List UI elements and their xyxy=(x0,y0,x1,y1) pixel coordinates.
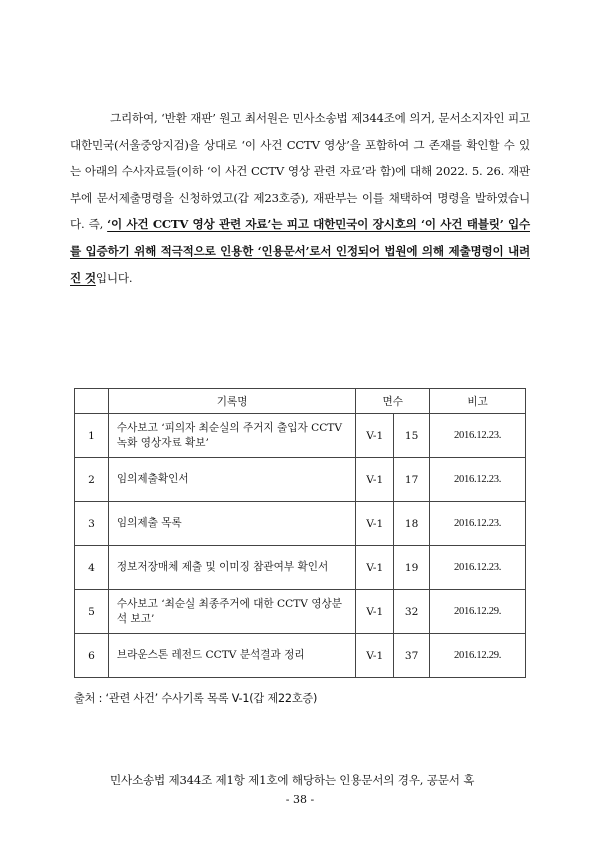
record-name: 정보저장매체 제출 및 이미징 참관여부 확인서 xyxy=(108,546,355,590)
table-row xyxy=(75,414,526,458)
record-name: 브라운스톤 레전드 CCTV 분석결과 정리 xyxy=(108,634,355,678)
page: 37 xyxy=(394,634,430,678)
record-name: 임의제출 목록 xyxy=(108,502,355,546)
note-date: 2016.12.29. xyxy=(430,634,526,678)
row-number: 5 xyxy=(75,590,109,634)
volume: V-1 xyxy=(356,546,394,590)
page: 19 xyxy=(394,546,430,590)
volume: V-1 xyxy=(356,590,394,634)
header-note: 비고 xyxy=(430,389,526,414)
header-record-name: 기록명 xyxy=(108,389,355,414)
table-row xyxy=(75,458,526,502)
row-number: 6 xyxy=(75,634,109,678)
row-number: 3 xyxy=(75,502,109,546)
volume: V-1 xyxy=(356,458,394,502)
paragraph-text-end: 입니다. xyxy=(95,270,133,285)
underlined-emphasis: ‘이 사건 CCTV 영상 관련 자료’는 피고 대한민국이 장시호의 ‘이 사건 태블릿’ 입수를 입증하기 위해 적극적으로 인용한 ‘인용문서’로서 인정되어 법원에 의해 제출명령이 내려진 것 xyxy=(70,217,530,285)
paragraph-text: 그리하여, ‘반환 재판’ 원고 최서원은 민사소송법 제344조에 의거, 문서소지자인 피고 대한민국(서울중앙지검)을 상대로 ‘이 사건 CCTV 영상’을 포함하여 그 존재를 확인할 수 있는 아래의 수사자료들(이하 ‘이 사건 CCTV 영상 관련 자료’라 함)에 대해 2022. 5. 26. 재판부에 문서제출명령을 신청하였고(갑 제23호증), 재판부는 이를 채택하여 명령을 발하였습니다. 즉, xyxy=(70,111,530,232)
note-date: 2016.12.23. xyxy=(430,546,526,590)
header-no xyxy=(75,389,109,414)
note-date: 2016.12.23. xyxy=(430,414,526,458)
record-name: 수사보고 ‘피의자 최순실의 주거지 출입자 CCTV 녹화 영상자료 확보’ xyxy=(108,414,355,458)
volume: V-1 xyxy=(356,502,394,546)
record-name: 임의제출확인서 xyxy=(108,458,355,502)
page: 18 xyxy=(394,502,430,546)
records-table xyxy=(74,388,526,678)
page: 32 xyxy=(394,590,430,634)
paragraph-text: 민사소송법 제344조 제1항 제1호에 해당하는 인용문서의 경우, 공문서 혹 xyxy=(110,773,475,787)
page: 17 xyxy=(394,458,430,502)
table-row xyxy=(75,634,526,678)
note-date: 2016.12.23. xyxy=(430,458,526,502)
note-date: 2016.12.23. xyxy=(430,502,526,546)
table-row xyxy=(75,502,526,546)
body-paragraph-1 xyxy=(70,105,530,291)
volume: V-1 xyxy=(356,414,394,458)
page: 15 xyxy=(394,414,430,458)
table-header-row xyxy=(75,389,526,414)
header-pages: 면수 xyxy=(356,389,430,414)
body-paragraph-2 xyxy=(70,767,530,794)
row-number: 1 xyxy=(75,414,109,458)
note-date: 2016.12.29. xyxy=(430,590,526,634)
table-row xyxy=(75,546,526,590)
table-row xyxy=(75,590,526,634)
page-number: - 38 - xyxy=(285,793,315,806)
row-number: 4 xyxy=(75,546,109,590)
record-name: 수사보고 ‘최순실 최종주거에 대한 CCTV 영상분석 보고’ xyxy=(108,590,355,634)
source-caption: 출처 : ‘관련 사건’ 수사기록 목록 V-1(갑 제22호증) xyxy=(74,692,318,705)
volume: V-1 xyxy=(356,634,394,678)
row-number: 2 xyxy=(75,458,109,502)
